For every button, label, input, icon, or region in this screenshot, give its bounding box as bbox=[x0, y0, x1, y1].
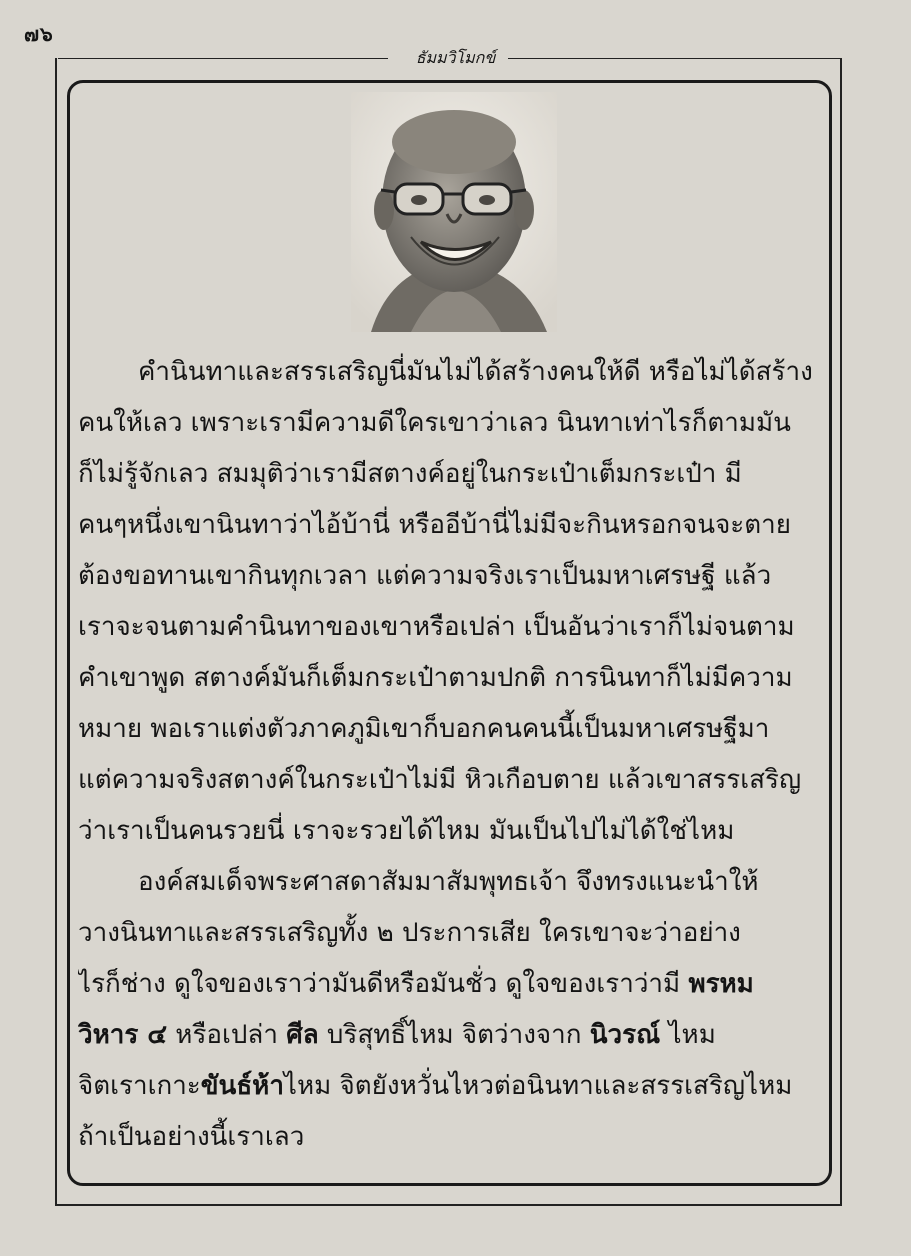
text-run: จิตเราเกาะ bbox=[78, 1071, 201, 1101]
paragraph-line: ถ้าเป็นอย่างนี้เราเลว bbox=[78, 1122, 305, 1152]
text-run: ไหม bbox=[660, 1020, 716, 1050]
paragraph-line: วางนินทาและสรรเสริญทั้ง ๒ ประการเสีย ใครเขาจะว่าอย่าง bbox=[78, 918, 741, 948]
paragraph-line: คนให้เลว เพราะเรามีความดีใครเขาว่าเลว นินทาเท่าไรก็ตามมัน bbox=[78, 408, 791, 438]
paragraph-line: ก็ไม่รู้จักเลว สมมุติว่าเรามีสตางค์อยู่ในกระเป๋าเต็มกระเป๋า มี bbox=[78, 459, 742, 489]
page-number: ๗๖ bbox=[24, 22, 54, 46]
text-run: ไรก็ช่าง ดูใจของเราว่ามันดีหรือมันชั่ว ดูใจของเราว่ามี bbox=[78, 969, 689, 999]
paragraph-line bbox=[78, 959, 825, 1010]
bold-term: ศีล bbox=[286, 1020, 319, 1050]
bold-term: วิหาร ๔ bbox=[78, 1020, 168, 1050]
paragraph-line: องค์สมเด็จพระศาสดาสัมมาสัมพุทธเจ้า จึงทรงแนะนำให้ bbox=[138, 867, 759, 897]
paragraph-line: คำเขาพูด สตางค์มันก็เต็มกระเป๋าตามปกติ การนินทาก็ไม่มีความ bbox=[78, 663, 793, 693]
paragraph-line bbox=[78, 1061, 825, 1112]
paragraph-line: ว่าเราเป็นคนรวยนี่ เราจะรวยได้ไหม มันเป็นไปไม่ได้ใช่ไหม bbox=[78, 816, 735, 846]
bold-term: ขันธ์ห้า bbox=[200, 1071, 284, 1101]
paragraph-line: เราจะจนตามคำนินทาของเขาหรือเปล่า เป็นอันว่าเราก็ไม่จนตาม bbox=[78, 612, 795, 642]
body-text bbox=[78, 347, 825, 1163]
paragraph-line: หมาย พอเราแต่งตัวภาคภูมิเขาก็บอกคนคนนี้เป็นมหาเศรษฐีมา bbox=[78, 714, 770, 744]
paragraph-line: คนๆหนึ่งเขานินทาว่าไอ้บ้านี่ หรืออีบ้านี่ไม่มีจะกินหรอกจนจะตาย bbox=[78, 510, 791, 540]
bold-term: พรหม bbox=[688, 969, 754, 999]
paragraph-line: คำนินทาและสรรเสริญนี่มันไม่ได้สร้างคนให้ดี หรือไม่ได้สร้าง bbox=[138, 357, 813, 387]
header-title: ธัมมวิโมกข์ bbox=[415, 48, 496, 67]
paragraph-line: ต้องขอทานเขากินทุกเวลา แต่ความจริงเราเป็นมหาเศรษฐี แล้ว bbox=[78, 561, 772, 591]
text-run: ไหม จิตยังหวั่นไหวต่อนินทาและสรรเสริญไหม bbox=[283, 1071, 793, 1101]
paragraph-line: แต่ความจริงสตางค์ในกระเป๋าไม่มี หิวเกือบตาย แล้วเขาสรรเสริญ bbox=[78, 765, 802, 795]
text-run: บริสุทธิ์ไหม จิตว่างจาก bbox=[318, 1020, 590, 1050]
text-run: หรือเปล่า bbox=[167, 1020, 287, 1050]
paragraph-line bbox=[78, 1010, 825, 1061]
bold-term: นิวรณ์ bbox=[589, 1020, 661, 1050]
monk-portrait bbox=[351, 92, 557, 332]
